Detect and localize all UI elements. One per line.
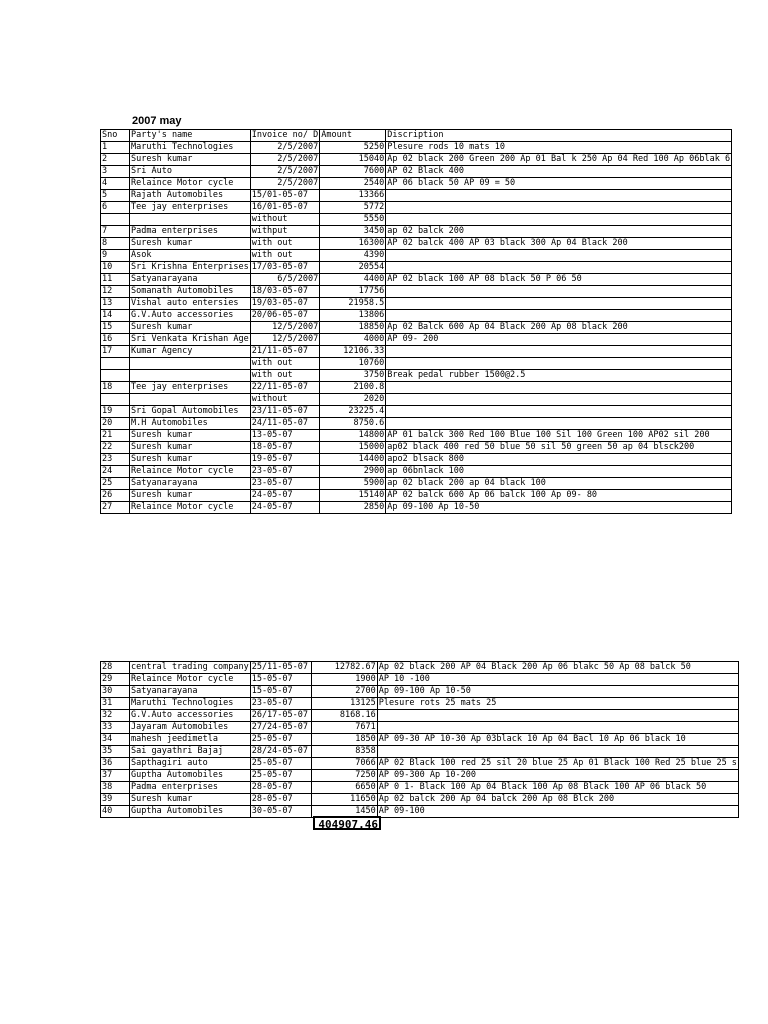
cell-invoice: 22/11-05-07 (250, 382, 320, 394)
cell-party-name: Jayaram Automobiles (130, 722, 251, 734)
cell-amount: 11650 (311, 794, 377, 806)
cell-amount: 8168.16 (311, 710, 377, 722)
cell-amount: 15140 (320, 490, 386, 502)
cell-party-name: Suresh kumar (130, 794, 251, 806)
cell-description: AP 09-100 (377, 806, 738, 818)
cell-amount: 13806 (320, 310, 386, 322)
cell-description (386, 298, 732, 310)
cell-invoice: 25-05-07 (250, 758, 311, 770)
cell-amount: 18850 (320, 322, 386, 334)
cell-amount: 7600 (320, 166, 386, 178)
header-row (101, 130, 732, 142)
cell-description (386, 382, 732, 394)
cell-party-name: Relaince Motor cycle (130, 466, 251, 478)
cell-sno: 11 (101, 274, 130, 286)
cell-amount: 3750 (320, 370, 386, 382)
cell-party-name: Sri Auto (130, 166, 251, 178)
cell-amount: 10760 (320, 358, 386, 370)
cell-amount: 1900 (311, 674, 377, 686)
cell-party-name: G.V.Auto accessories (130, 310, 251, 322)
cell-party-name: Sapthagiri auto (130, 758, 251, 770)
cell-sno: 5 (101, 190, 130, 202)
table-row (101, 478, 732, 490)
cell-sno: 22 (101, 442, 130, 454)
table-row (101, 214, 732, 226)
cell-description: AP 02 Black 400 (386, 166, 732, 178)
cell-sno (101, 214, 130, 226)
cell-sno: 6 (101, 202, 130, 214)
header-description: Discription (386, 130, 732, 142)
cell-description: Ap 09-100 Ap 10-50 (377, 686, 738, 698)
cell-sno: 10 (101, 262, 130, 274)
cell-party-name: Maruthi Technologies (130, 698, 251, 710)
cell-sno: 8 (101, 238, 130, 250)
table-row (101, 466, 732, 478)
table-row (101, 346, 732, 358)
cell-description (386, 394, 732, 406)
cell-invoice: 28/24-05-07 (250, 746, 311, 758)
header-sno: Sno (101, 130, 130, 142)
cell-party-name: Suresh kumar (130, 442, 251, 454)
cell-invoice: 27/24-05-07 (250, 722, 311, 734)
cell-description (386, 346, 732, 358)
cell-invoice: 16/01-05-07 (250, 202, 320, 214)
cell-sno: 24 (101, 466, 130, 478)
table-row (101, 734, 739, 746)
cell-party-name: Suresh kumar (130, 454, 251, 466)
cell-amount: 2020 (320, 394, 386, 406)
cell-invoice: without (250, 394, 320, 406)
cell-sno: 3 (101, 166, 130, 178)
cell-invoice: 2/5/2007 (250, 142, 320, 154)
cell-party-name: Somanath Automobiles (130, 286, 251, 298)
table-row (101, 698, 739, 710)
cell-party-name: Asok (130, 250, 251, 262)
cell-amount: 21958.5 (320, 298, 386, 310)
cell-invoice: 15/01-05-07 (250, 190, 320, 202)
table-row (101, 442, 732, 454)
cell-sno (101, 370, 130, 382)
cell-amount: 2540 (320, 178, 386, 190)
cell-party-name: Relaince Motor cycle (130, 674, 251, 686)
cell-description: Ap 02 black 200 Green 200 Ap 01 Bal k 250 Ap 04 Red 100 Ap 06blak 6 (387, 154, 731, 164)
cell-description: AP 01 balck 300 Red 100 Blue 100 Sil 100 Green 100 AP02 sil 200 (386, 430, 732, 442)
table-row (101, 298, 732, 310)
table-row (101, 238, 732, 250)
cell-description: AP 10 -100 (377, 674, 738, 686)
cell-description: AP 02 balck 400 AP 03 black 300 Ap 04 Black 200 (386, 238, 732, 250)
cell-description: ap 02 balck 200 (386, 226, 732, 238)
table-row (101, 286, 732, 298)
cell-party-name: Suresh kumar (130, 430, 251, 442)
cell-sno: 12 (101, 286, 130, 298)
cell-invoice: 24/11-05-07 (250, 418, 320, 430)
cell-description (386, 190, 732, 202)
table-row (101, 418, 732, 430)
table-row (101, 758, 739, 770)
cell-amount: 8750.6 (320, 418, 386, 430)
cell-sno: 29 (101, 674, 130, 686)
cell-amount: 5550 (320, 214, 386, 226)
cell-description: ap 02 black 200 ap 04 black 100 (386, 478, 732, 490)
table-row (101, 490, 732, 502)
cell-party-name: Sri Krishna Enterprises (131, 262, 249, 272)
cell-amount: 2850 (320, 502, 386, 514)
table-row (101, 262, 732, 274)
cell-sno: 31 (101, 698, 130, 710)
cell-amount: 5250 (320, 142, 386, 154)
cell-invoice: 23-05-07 (250, 698, 311, 710)
cell-amount: 12782.67 (311, 662, 377, 674)
cell-amount: 6650 (311, 782, 377, 794)
cell-party-name: Relaince Motor cycle (130, 178, 251, 190)
cell-invoice: 19-05-07 (250, 454, 320, 466)
cell-sno: 15 (101, 322, 130, 334)
table-row (101, 710, 739, 722)
cell-invoice: 15-05-07 (250, 686, 311, 698)
cell-sno: 1 (101, 142, 130, 154)
cell-invoice: 25/11-05-07 (250, 662, 311, 674)
cell-sno: 35 (101, 746, 130, 758)
cell-invoice: withput (250, 226, 320, 238)
cell-party-name: Suresh kumar (130, 154, 251, 166)
cell-description: Ap 02 Balck 600 Ap 04 Black 200 Ap 08 black 200 (386, 322, 732, 334)
cell-invoice: 12/5/2007 (250, 334, 320, 346)
cell-invoice: 2/5/2007 (250, 166, 320, 178)
cell-sno: 36 (101, 758, 130, 770)
cell-amount: 15040 (320, 154, 386, 166)
cell-invoice: 26/17-05-07 (250, 710, 311, 722)
table-row (101, 382, 732, 394)
table-row (101, 178, 732, 190)
cell-sno (101, 358, 130, 370)
cell-description: AP 0 1- Black 100 Ap 04 Black 100 Ap 08 Black 100 AP 06 black 50 (377, 782, 738, 794)
cell-amount: 15000 (320, 442, 386, 454)
cell-sno: 4 (101, 178, 130, 190)
cell-party-name: Vishal auto entersies (130, 298, 251, 310)
cell-amount: 12106.33 (320, 346, 386, 358)
cell-party-name: Relaince Motor cycle (130, 502, 251, 514)
cell-sno: 28 (101, 662, 130, 674)
cell-description: Ap 09-100 Ap 10-50 (386, 502, 732, 514)
cell-description: ap02 black 400 red 50 blue 50 sil 50 green 50 ap 04 blsck200 (386, 442, 732, 454)
table-row (101, 394, 732, 406)
cell-party-name: Satyanarayana (130, 274, 251, 286)
cell-party-name: Satyanarayana (130, 686, 251, 698)
cell-invoice: 18/03-05-07 (250, 286, 320, 298)
cell-party-name (130, 394, 251, 406)
cell-description (386, 310, 732, 322)
cell-amount: 4390 (320, 250, 386, 262)
cell-amount: 5900 (320, 478, 386, 490)
cell-sno: 27 (101, 502, 130, 514)
cell-party-name: Sai gayathri Bajaj (130, 746, 251, 758)
table-row (101, 154, 732, 166)
cell-invoice: 2/5/2007 (250, 178, 320, 190)
cell-party-name: Kumar Agency (130, 346, 251, 358)
grand-total: 404907.46 (313, 816, 381, 830)
cell-description: AP 02 black 100 AP 08 black 50 P 06 50 (386, 274, 732, 286)
table-row (101, 770, 739, 782)
cell-amount: 7066 (311, 758, 377, 770)
cell-party-name: Suresh kumar (130, 490, 251, 502)
cell-amount: 20554 (320, 262, 386, 274)
cell-invoice: 15-05-07 (250, 674, 311, 686)
cell-amount: 4000 (320, 334, 386, 346)
cell-sno: 13 (101, 298, 130, 310)
cell-invoice: 25-05-07 (250, 734, 311, 746)
cell-invoice: 24-05-07 (250, 502, 320, 514)
invoice-table-part-2 (100, 661, 739, 818)
cell-invoice: 23-05-07 (250, 466, 320, 478)
cell-amount: 2700 (311, 686, 377, 698)
cell-amount: 2100.8 (320, 382, 386, 394)
cell-description (386, 358, 732, 370)
cell-amount: 1850 (311, 734, 377, 746)
cell-invoice: 6/5/2007 (250, 274, 320, 286)
cell-sno: 40 (101, 806, 130, 818)
table-row (101, 806, 739, 818)
cell-invoice: without (250, 214, 320, 226)
table-row (101, 746, 739, 758)
cell-description: AP 02 Black 100 red 25 sil 20 blue 25 Ap 01 Black 100 Red 25 blue 25 s (378, 758, 737, 768)
cell-amount: 13125 (311, 698, 377, 710)
cell-description: ap 06bnlack 100 (386, 466, 732, 478)
cell-amount: 3450 (320, 226, 386, 238)
cell-sno: 17 (101, 346, 130, 358)
cell-invoice: 2/5/2007 (250, 154, 320, 166)
cell-party-name (130, 214, 251, 226)
cell-invoice: 19/03-05-07 (250, 298, 320, 310)
cell-amount: 17756 (320, 286, 386, 298)
cell-amount: 4400 (320, 274, 386, 286)
cell-party-name: M.H Automobiles (130, 418, 251, 430)
cell-sno: 9 (101, 250, 130, 262)
cell-invoice: 28-05-07 (250, 782, 311, 794)
cell-description: Ap 02 black 200 AP 04 Black 200 Ap 06 blakc 50 Ap 08 balck 50 (377, 662, 738, 674)
table-row (101, 190, 732, 202)
cell-sno: 39 (101, 794, 130, 806)
invoice-table-part-1 (100, 129, 732, 514)
cell-invoice: with out (250, 250, 320, 262)
cell-party-name: mahesh jeedimetla (130, 734, 251, 746)
cell-invoice: 17/03-05-07 (250, 262, 320, 274)
table-row (101, 686, 739, 698)
table-row (101, 502, 732, 514)
cell-party-name: Satyanarayana (130, 478, 251, 490)
cell-party-name: Rajath Automobiles (130, 190, 251, 202)
cell-party-name (130, 370, 251, 382)
cell-sno: 19 (101, 406, 130, 418)
sheet-title: 2007 may (132, 115, 182, 127)
cell-party-name: Tee jay enterprises (130, 382, 251, 394)
cell-invoice: 30-05-07 (250, 806, 311, 818)
cell-description: AP 09-30 AP 10-30 Ap 03black 10 Ap 04 Bacl 10 Ap 06 black 10 (377, 734, 738, 746)
cell-party-name: Padma enterprises (130, 782, 251, 794)
cell-description (386, 202, 732, 214)
cell-party-name (130, 358, 251, 370)
table-row (101, 782, 739, 794)
cell-sno: 14 (101, 310, 130, 322)
cell-sno: 26 (101, 490, 130, 502)
cell-invoice: with out (250, 358, 320, 370)
cell-amount: 23225.4 (320, 406, 386, 418)
cell-description: AP 09-300 Ap 10-200 (377, 770, 738, 782)
cell-description: Plesure rods 10 mats 10 (386, 142, 732, 154)
cell-description: AP 09- 200 (386, 334, 732, 346)
cell-description (377, 722, 738, 734)
table-row (101, 406, 732, 418)
cell-description: AP 06 black 50 AP 09 = 50 (386, 178, 732, 190)
cell-description (386, 418, 732, 430)
cell-sno: 33 (101, 722, 130, 734)
cell-sno: 30 (101, 686, 130, 698)
cell-description (386, 262, 732, 274)
cell-party-name: Padma enterprises (130, 226, 251, 238)
header-party-name: Party's name (130, 130, 251, 142)
cell-amount: 13366 (320, 190, 386, 202)
cell-amount: 14800 (320, 430, 386, 442)
cell-sno: 34 (101, 734, 130, 746)
table-row (101, 322, 732, 334)
cell-invoice: 23/11-05-07 (250, 406, 320, 418)
cell-amount: 16300 (320, 238, 386, 250)
cell-sno: 38 (101, 782, 130, 794)
cell-sno: 18 (101, 382, 130, 394)
cell-description: apo2 blsack 800 (386, 454, 732, 466)
cell-description: Break pedal rubber 1500@2.5 (386, 370, 732, 382)
cell-description (386, 250, 732, 262)
cell-sno: 23 (101, 454, 130, 466)
cell-sno: 2 (101, 154, 130, 166)
cell-invoice: 13-05-07 (250, 430, 320, 442)
cell-sno: 20 (101, 418, 130, 430)
table-row (101, 142, 732, 154)
cell-amount: 7671 (311, 722, 377, 734)
cell-party-name: Suresh kumar (130, 322, 251, 334)
cell-party-name: Sri Gopal Automobiles (130, 406, 251, 418)
cell-description: Ap 02 balck 200 Ap 04 balck 200 Ap 08 Blck 200 (377, 794, 738, 806)
table-row (101, 226, 732, 238)
cell-description: Plesure rots 25 mats 25 (377, 698, 738, 710)
cell-invoice: with out (250, 370, 320, 382)
cell-invoice: 28-05-07 (250, 794, 311, 806)
cell-party-name: Suresh kumar (130, 238, 251, 250)
cell-amount: 1450 (311, 806, 377, 818)
cell-party-name: Maruthi Technologies (130, 142, 251, 154)
table-row (101, 662, 739, 674)
cell-invoice: 25-05-07 (250, 770, 311, 782)
cell-invoice: 20/06-05-07 (250, 310, 320, 322)
cell-invoice: 24-05-07 (250, 490, 320, 502)
table-row (101, 370, 732, 382)
table-row (101, 794, 739, 806)
cell-sno: 37 (101, 770, 130, 782)
cell-description (377, 746, 738, 758)
cell-sno: 21 (101, 430, 130, 442)
cell-party-name: Tee jay enterprises (130, 202, 251, 214)
cell-sno: 7 (101, 226, 130, 238)
cell-description (386, 214, 732, 226)
table-row (101, 334, 732, 346)
cell-description (386, 286, 732, 298)
cell-sno: 25 (101, 478, 130, 490)
cell-invoice: 23-05-07 (250, 478, 320, 490)
cell-amount: 8358 (311, 746, 377, 758)
table-row (101, 430, 732, 442)
cell-party-name: central trading company (131, 662, 249, 672)
header-invoice: Invoice no/ D (251, 130, 319, 140)
table-row (101, 674, 739, 686)
table-row (101, 274, 732, 286)
table-row (101, 202, 732, 214)
table-row (101, 310, 732, 322)
table-row (101, 454, 732, 466)
cell-amount: 2900 (320, 466, 386, 478)
table-row (101, 166, 732, 178)
cell-invoice: 18-05-07 (250, 442, 320, 454)
table-row (101, 358, 732, 370)
cell-invoice: 12/5/2007 (250, 322, 320, 334)
cell-description (386, 406, 732, 418)
table-row (101, 722, 739, 734)
cell-party-name: Guptha Automobiles (130, 770, 251, 782)
cell-amount: 7250 (311, 770, 377, 782)
cell-sno: 32 (101, 710, 130, 722)
header-amount: Amount (320, 130, 386, 142)
cell-amount: 14400 (320, 454, 386, 466)
cell-party-name: Sri Venkata Krishan Age (131, 334, 249, 344)
cell-invoice: with out (250, 238, 320, 250)
cell-party-name: G.V.Auto accessories (130, 710, 251, 722)
cell-description: AP 02 balck 600 Ap 06 balck 100 Ap 09- 80 (386, 490, 732, 502)
cell-description (377, 710, 738, 722)
cell-amount: 5772 (320, 202, 386, 214)
table-row (101, 250, 732, 262)
cell-party-name: Guptha Automobiles (130, 806, 251, 818)
cell-invoice: 21/11-05-07 (250, 346, 320, 358)
cell-sno: 16 (101, 334, 130, 346)
cell-sno (101, 394, 130, 406)
